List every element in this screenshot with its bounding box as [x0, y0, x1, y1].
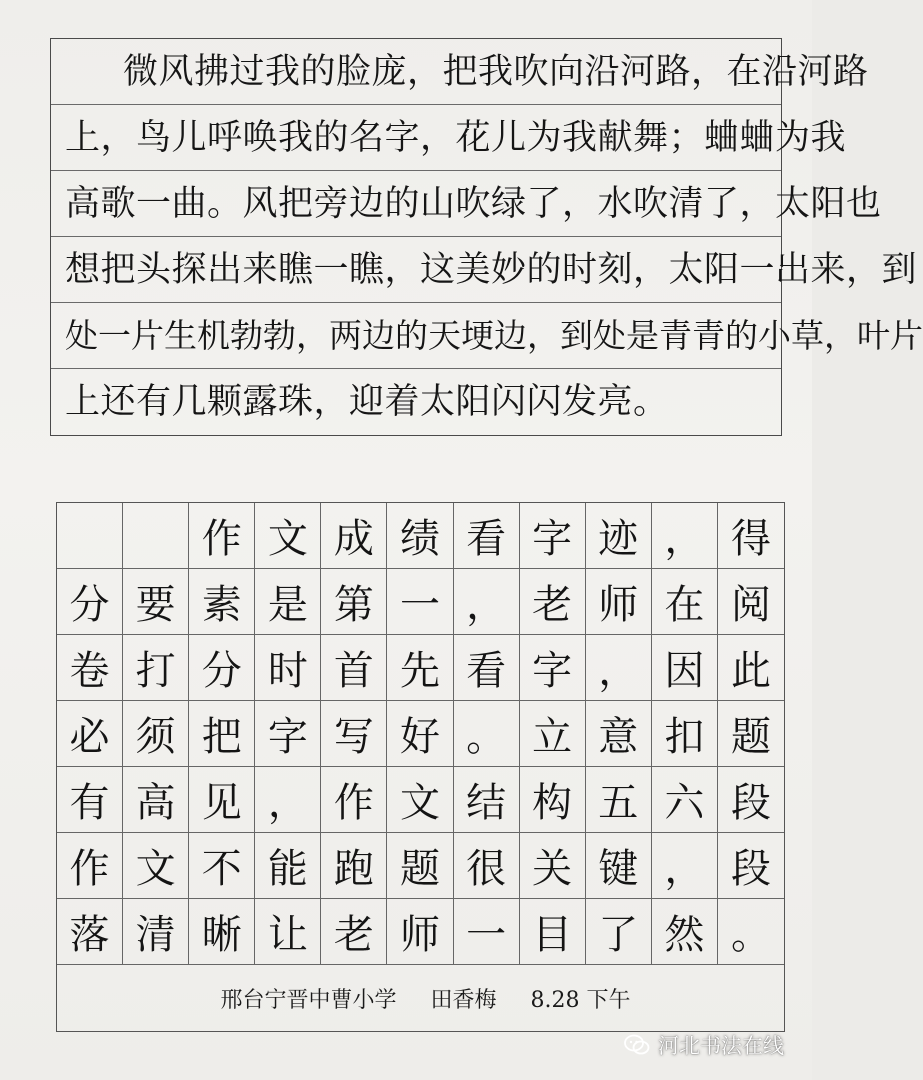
- paragraph-line-1: 微风拂过我的脸庞，把我吹向沿河路，在沿河路: [51, 39, 781, 105]
- grid-cell: 晰: [189, 899, 255, 965]
- grid-cell: 然: [652, 899, 718, 965]
- grid-cell: 意: [586, 701, 652, 767]
- grid-cell: 题: [387, 833, 453, 899]
- watermark: [624, 1030, 784, 1060]
- grid-cell: 段: [718, 767, 784, 833]
- grid-cell: ，: [652, 503, 718, 569]
- grid-cell: 第: [321, 569, 387, 635]
- grid-cell: 作: [321, 767, 387, 833]
- grid-cell: 因: [652, 635, 718, 701]
- grid-cell: 作: [189, 503, 255, 569]
- grid-cell: 文: [387, 767, 453, 833]
- grid-cell: [57, 503, 123, 569]
- grid-cell: 目: [520, 899, 586, 965]
- grid-cell: 了: [586, 899, 652, 965]
- paragraph-line-3: 高歌一曲。风把旁边的山吹绿了，水吹清了，太阳也: [51, 171, 781, 237]
- grid-footer: [57, 965, 784, 1031]
- grid-cell: 立: [520, 701, 586, 767]
- paragraph-line-5: 处一片生机勃勃，两边的天埂边，到处是青青的小草，叶片: [51, 303, 781, 369]
- grid-cell: 文: [255, 503, 321, 569]
- grid-cell: 首: [321, 635, 387, 701]
- grid-cell: ，: [586, 635, 652, 701]
- grid-cell: [123, 503, 189, 569]
- grid-cell: 必: [57, 701, 123, 767]
- paragraph-line-2: 上，鸟儿呼唤我的名字，花儿为我献舞；蛐蛐为我: [51, 105, 781, 171]
- grid-cell: 五: [586, 767, 652, 833]
- grid-cell: 一: [387, 569, 453, 635]
- grid-cell: 打: [123, 635, 189, 701]
- grid-cell: 在: [652, 569, 718, 635]
- grid-cell: 键: [586, 833, 652, 899]
- grid-cell: 清: [123, 899, 189, 965]
- author-name: 田香梅: [430, 987, 497, 1013]
- watermark-text: 河北书法在线: [658, 1034, 784, 1058]
- grid-cell: 落: [57, 899, 123, 965]
- grid-cell: 成: [321, 503, 387, 569]
- grid-cell: 字: [255, 701, 321, 767]
- grid-cell: 迹: [586, 503, 652, 569]
- grid-cell: 师: [586, 569, 652, 635]
- grid-cell: 构: [520, 767, 586, 833]
- lined-paragraph-block: [50, 38, 923, 436]
- grid-cell: 是: [255, 569, 321, 635]
- grid-cell: 高: [123, 767, 189, 833]
- paragraph-line-6: 上还有几颗露珠，迎着太阳闪闪发亮。: [65, 382, 669, 422]
- grid-cell: 老: [321, 899, 387, 965]
- grid-cell: 此: [718, 635, 784, 701]
- grid-cell: 得: [718, 503, 784, 569]
- grid-cell: 看: [454, 503, 520, 569]
- grid-cell: 作: [57, 833, 123, 899]
- grid-cell: 很: [454, 833, 520, 899]
- grid-cell: 有: [57, 767, 123, 833]
- grid-cell: 看: [454, 635, 520, 701]
- grid-cell: 扣: [652, 701, 718, 767]
- grid-cell: 阅: [718, 569, 784, 635]
- grid-cell: 卷: [57, 635, 123, 701]
- paragraph-line-4: 想把头探出来瞧一瞧，这美妙的时刻，太阳一出来，到: [51, 237, 781, 303]
- grid-cell: 能: [255, 833, 321, 899]
- grid-cell: 先: [387, 635, 453, 701]
- grid-cell: 老: [520, 569, 586, 635]
- grid-cell: 分: [189, 635, 255, 701]
- grid-cell: 让: [255, 899, 321, 965]
- grid-cell: 要: [123, 569, 189, 635]
- grid-cell: 段: [718, 833, 784, 899]
- grid-cell: 素: [189, 569, 255, 635]
- wechat-icon: [624, 1034, 650, 1056]
- grid-cell: 好: [387, 701, 453, 767]
- date-label: 8.28 下午: [530, 987, 631, 1013]
- grid-cell: 不: [189, 833, 255, 899]
- grid-cell: 写: [321, 701, 387, 767]
- grid-cell: 。: [718, 899, 784, 965]
- grid-cell: 跑: [321, 833, 387, 899]
- grid-cell: 师: [387, 899, 453, 965]
- grid-cell: 时: [255, 635, 321, 701]
- grid-cell: ，: [652, 833, 718, 899]
- school-name: 邢台宁晋中曹小学: [220, 987, 397, 1013]
- grid-cell: 一: [454, 899, 520, 965]
- grid-cell: 文: [123, 833, 189, 899]
- grid-cell: 题: [718, 701, 784, 767]
- grid-cell: 把: [189, 701, 255, 767]
- grid-cell: ，: [255, 767, 321, 833]
- grid-cell: 绩: [387, 503, 453, 569]
- grid-cell: 结: [454, 767, 520, 833]
- grid-cell: 字: [520, 503, 586, 569]
- grid-cell: 须: [123, 701, 189, 767]
- grid-cell: 关: [520, 833, 586, 899]
- grid-cell: 六: [652, 767, 718, 833]
- grid-cell: 分: [57, 569, 123, 635]
- grid-cell: 。: [454, 701, 520, 767]
- grid-cell: ，: [454, 569, 520, 635]
- grid-cell: 见: [189, 767, 255, 833]
- character-grid: [56, 502, 785, 1032]
- grid-cell: 字: [520, 635, 586, 701]
